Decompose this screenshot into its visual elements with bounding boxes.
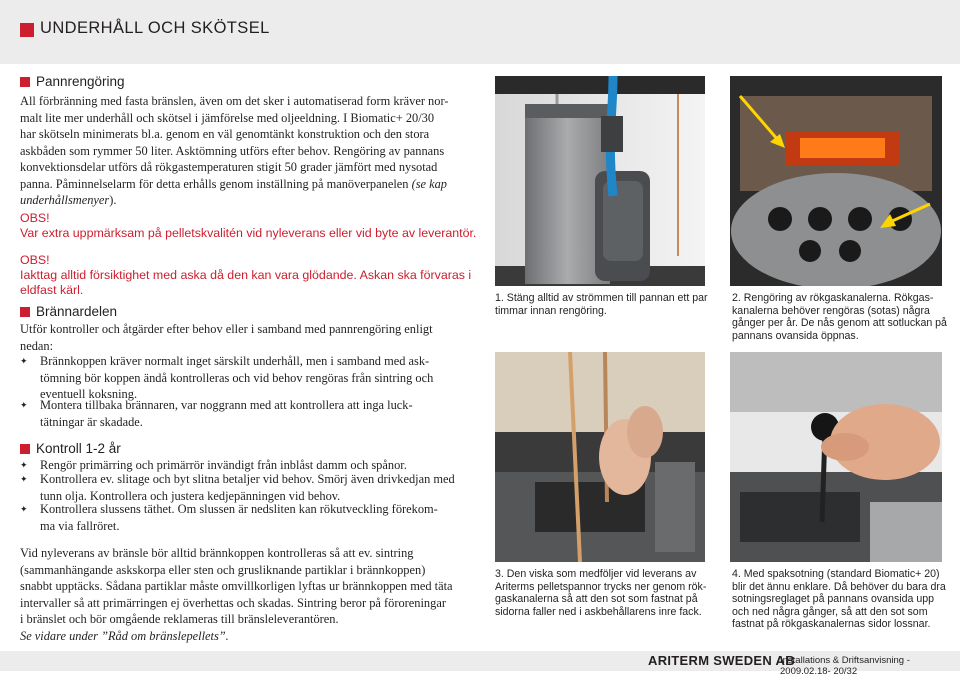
bullet-icon: ✦: [20, 460, 28, 470]
caption-1: 1. Stäng alltid av strömmen till pannan ett par timmar innan rengöring.: [495, 292, 708, 317]
heading-red-square: [20, 77, 30, 87]
page-title: UNDERHÅLL OCH SKÖTSEL: [40, 19, 270, 37]
photo-flue-channels: [730, 76, 942, 286]
caption-4: 4. Med spaksotning (standard Biomatic+ 20) blir det ännu enklare. Då behöver du bara dra sotningsreglaget på pannans ovansida upp och ned några gånger, så att den sot som fastnat på rökgaskanalernas sidor lossnar.: [732, 568, 946, 631]
paragraph-brannardelen-intro: Utför kontroller och åtgärder efter behov eller i samband med pannrengöring enligt nedan:: [20, 322, 433, 353]
bullet-icon: ✦: [20, 504, 28, 514]
heading-red-square: [20, 307, 30, 317]
bullet-icon: ✦: [20, 356, 28, 366]
page-footer: [0, 651, 960, 677]
footer-brand: ARITERM SWEDEN AB: [648, 653, 795, 668]
list-item: ✦ Kontrollera slussens täthet. Om slussen är nedsliten kan rökutveckling förekom- ma via fallröret.: [20, 502, 438, 533]
page-header: [0, 0, 960, 64]
photo-brush-cleaning: [495, 352, 705, 562]
photo-boiler: [495, 76, 705, 286]
paragraph-nyleverans: Vid nyleverans av bränsle bör alltid brännkoppen kontrolleras så att ev. sintring (sammanhängande askskorpa eller sten och grusliknande partiklar i brännkoppen) snabbt upptäcks. Sådana partiklar måste omvillkorligen lyftas ur brännkoppen med täta intervaller så att primärringen ej överhettas och skadas. Sintring beror på föroreningar i bränslet och bör omgående reklameras till bränsleleverantören. Se vidare under ”Råd om bränslepellets”.: [20, 546, 453, 643]
list-item: ✦ Brännkoppen kräver normalt inget särskilt underhåll, men i samband med ask- tömning bör koppen ändå kontrolleras och vid behov rengöras från sintring och eventuell koksning.: [20, 354, 434, 401]
bullet-icon: ✦: [20, 400, 28, 410]
bullet-icon: ✦: [20, 474, 28, 484]
header-red-square: [20, 23, 34, 37]
caption-2: 2. Rengöring av rökgaskanalerna. Rökgas- kanalerna behöver rengöras (sotas) några gånger per år. De nås genom att sotluckan på pannans ovansida öppnas.: [732, 292, 947, 342]
heading-pannrengoring: Pannrengöring: [20, 74, 125, 89]
photo-lever-sooting: [730, 352, 942, 562]
list-item: ✦ Montera tillbaka brännaren, var noggrann med att kontrollera att inga luck- tätningar är skadade.: [20, 398, 413, 429]
obs-aska: OBS! Iakttag alltid försiktighet med aska då den kan vara glödande. Askan ska förvaras i eldfast kärl.: [20, 253, 472, 297]
paragraph-pannrengoring: All förbränning med fasta bränslen, även om det sker i automatiserad form kräver nor- malt lite mer underhåll och skötsel i jämförelse med oljeeldning. I Biomatic+ 20/30 har skötseln minimerats bl.a. genom en väl genomtänkt konstruktion och den stora askbåden som rymmer 50 liter. Asktömning utförs efter behov. Rengöring av pannans konvektionsdelar utförs då rökgastemperaturen stigit 50 grader jämfört med nysotad panna. Påminnelselarm för detta erhålls genom inställning på manöverpanelen (se kap underhållsmenyer).: [20, 94, 449, 207]
obs-pelletskvalitet: OBS! Var extra uppmärksam på pelletskvalitén vid nyleverans eller vid byte av leverantör.: [20, 211, 477, 240]
list-item: ✦ Kontrollera ev. slitage och byt slitna betaljer vid behov. Smörj även drivkedjan med tunn olja. Kontrollera och justera kedjepänningen vid behov.: [20, 472, 455, 503]
footer-info: Installations & Driftsanvisning - 2009.02.18- 20/32: [780, 655, 910, 677]
heading-brannardelen: Brännardelen: [20, 304, 117, 319]
heading-kontroll: Kontroll 1-2 år: [20, 441, 121, 456]
caption-3: 3. Den viska som medföljer vid leverans av Ariterms pelletspannor trycks ner genom rök- gaskanalerna så att den sot som fastnat på sidorna faller ned i askbehållarens inre fack.: [495, 568, 707, 618]
heading-red-square: [20, 444, 30, 454]
list-item: ✦ Rengör primärring och primärrör invändigt från inblåst damm och spånor.: [20, 458, 407, 472]
